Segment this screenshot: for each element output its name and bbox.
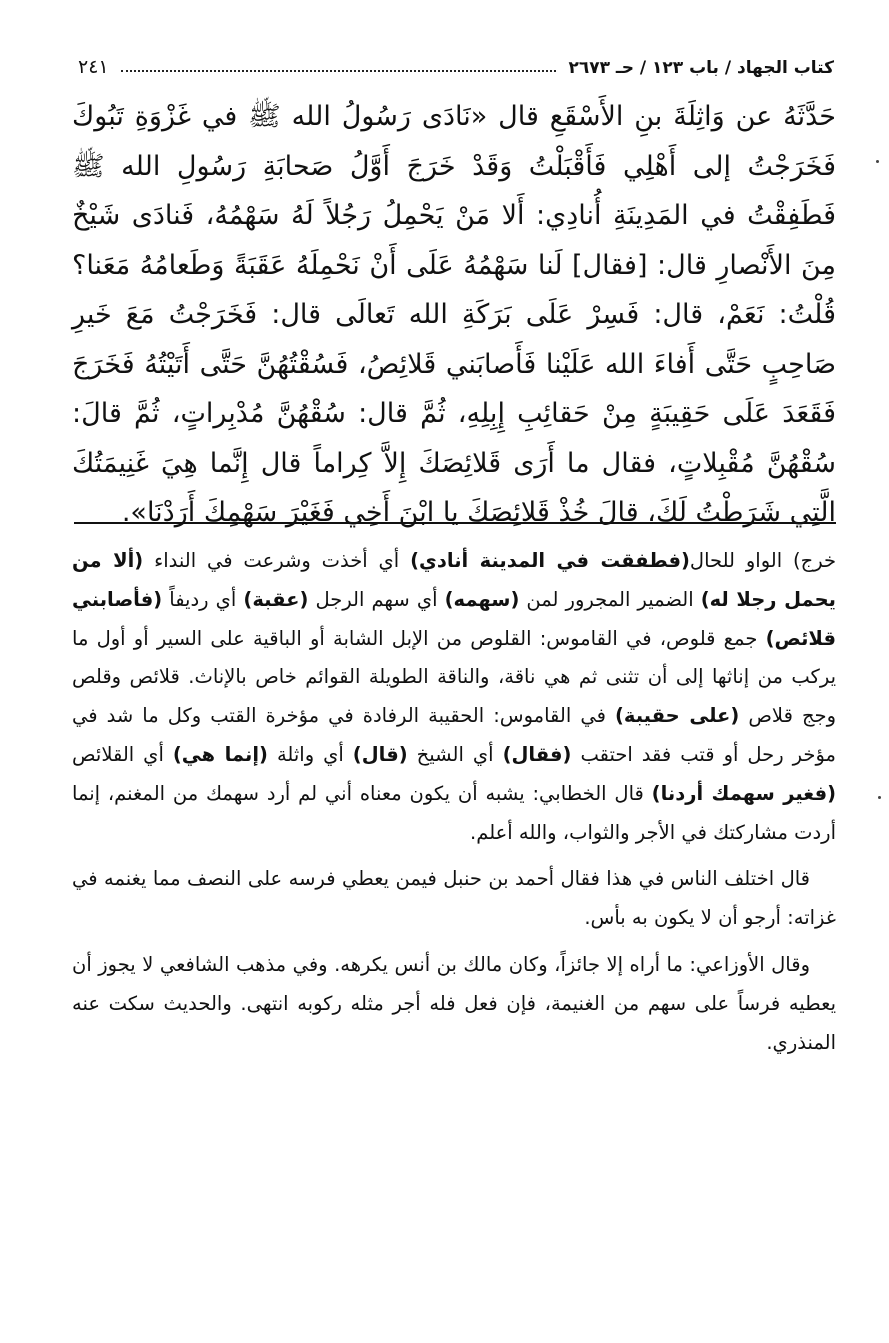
commentary-text: خرج) الواو للحال — [689, 549, 837, 572]
hadith-paragraph: حَدَّثَهُ عن وَاثِلَةَ بنِ الأَسْقَعِ قال «نَادَى رَسُولُ الله ﷺ في غَزْوَةِ تَبُوكَ فَخَرَجْتُ إلى أَهْلِي فَأَقْبَلْتُ وَقَدْ خَرَجَ أَوَّلُ صَحابَةِ رَسُولِ الله ﷺ فَطَفِقْتُ في المَدِينَةِ أُنادِي: أَلا مَنْ يَحْمِلُ رَجُلاً لَهُ سَهْمُهُ، فَنادَى شَيْخٌ مِنَ الأَنْصارِ قال: [فقال] لَنا سَهْمُهُ عَلَى أَنْ نَحْمِلَهُ عَقَبَةً وَطَعامُهُ مَعَنا؟ قُلْتُ: نَعَمْ، قال: فَسِرْ عَلَى بَرَكَةِ الله تَعالَى قال: فَخَرَجْتُ مَعَ خَيرِ صَاحِبٍ حَتَّى أَفاءَ الله عَلَيْنا فَأَصابَني قَلائِصُ، فَسُقْتُهُنَّ حَتَّى أَتَيْتُهُ فَخَرَجَ فَقَعَدَ عَلَى حَقِيبَةٍ مِنْ حَقائِبِ إِبِلِهِ، ثُمَّ قال: سُقْهُنَّ مُدْبِراتٍ، ثُمَّ قالَ: سُقْهُنَّ مُقْبِلاتٍ، فقال ما أَرَى قَلائِصَكَ إِلاَّ كِراماً قال إِنَّما هِيَ غَنِيمَتُكَ الَّتِي شَرَطْتُ لَكَ، قالَ خُذْ قَلائِصَكَ يا ابْنَ أَخِي فَغَيْرَ سَهْمِكَ أَرَدْنَا». — [72, 101, 836, 528]
commentary-text: أي الشيخ — [407, 742, 503, 766]
margin-speck — [876, 160, 879, 163]
commentary-lemma: (سهمه) — [444, 587, 520, 611]
commentary-text: قال الخطابي: يشبه أن يكون معناه أني لم أرد سهمك من المغنم، إنما أردت مشاركتك في الأجر والثواب، والله أعلم. — [72, 781, 836, 844]
commentary-lemma: (على حقيبة) — [614, 704, 740, 728]
commentary-text: في القاموس: الحقيبة الرفادة في مؤخرة القتب وكل ما شد في مؤخر رحل أو قتب فقد احتقب — [72, 704, 836, 766]
commentary-text: أي رديفاً — [162, 587, 244, 611]
commentary-paragraph-1 — [72, 542, 836, 852]
running-title: كتاب الجهاد / باب ١٢٣ / حـ ٢٦٧٣ — [568, 58, 834, 78]
commentary-lemma: (إنما هي) — [172, 742, 268, 766]
commentary-lemma: (عقبة) — [243, 587, 309, 611]
page-number: ٢٤١ — [78, 56, 109, 78]
commentary-text: أي واثلة — [267, 742, 353, 766]
commentary-text: أي أخذت وشرعت في النداء — [143, 549, 411, 572]
footnote-separator — [74, 522, 836, 524]
commentary-lemma: (فغير سهمك أردنا) — [651, 781, 836, 805]
running-header — [78, 38, 834, 78]
commentary-block — [72, 542, 836, 1070]
dotted-leader — [121, 70, 557, 72]
hadith-text-block — [72, 92, 836, 538]
commentary-lemma: (فطفقت في المدينة أنادي) — [410, 549, 690, 572]
commentary-text: جمع قلوص، في القاموس: القلوص من الإبل الشابة أو الباقية على السير أو أول ما يركب من إناثها إلى أن تثنى ثم هي ناقة، والناقة الطويلة القوائم خاص بالإناث. قلائص وقلص وجج قلاص — [72, 626, 837, 728]
commentary-paragraph-3: وقال الأوزاعي: ما أراه إلا جائزاً، وكان مالك بن أنس يكرهه. وفي مذهب الشافعي لا يجوز أن يعطيه فرساً على سهم من الغنيمة، فإن فعل فله أجر مثله ركوبه انتهى. والحديث سكت عنه المنذري. — [72, 952, 836, 1054]
margin-speck — [878, 796, 881, 799]
commentary-text: أي سهم الرجل — [308, 587, 445, 611]
commentary-paragraph-2: قال اختلف الناس في هذا فقال أحمد بن حنبل فيمن يعطي فرسه على النصف مما يغنمه في غزاته: أرجو أن لا يكون به بأس. — [72, 867, 836, 930]
commentary-text: الضمير المجرور لمن — [519, 587, 701, 611]
commentary-lemma: (فأصابني قلائص) — [72, 587, 836, 650]
commentary-lemma: (ألا من يحمل رجلا له) — [72, 549, 836, 611]
commentary-text: أي القلائص — [72, 742, 173, 766]
commentary-lemma: (فقال) — [502, 742, 572, 766]
commentary-lemma: (قال) — [352, 742, 408, 766]
